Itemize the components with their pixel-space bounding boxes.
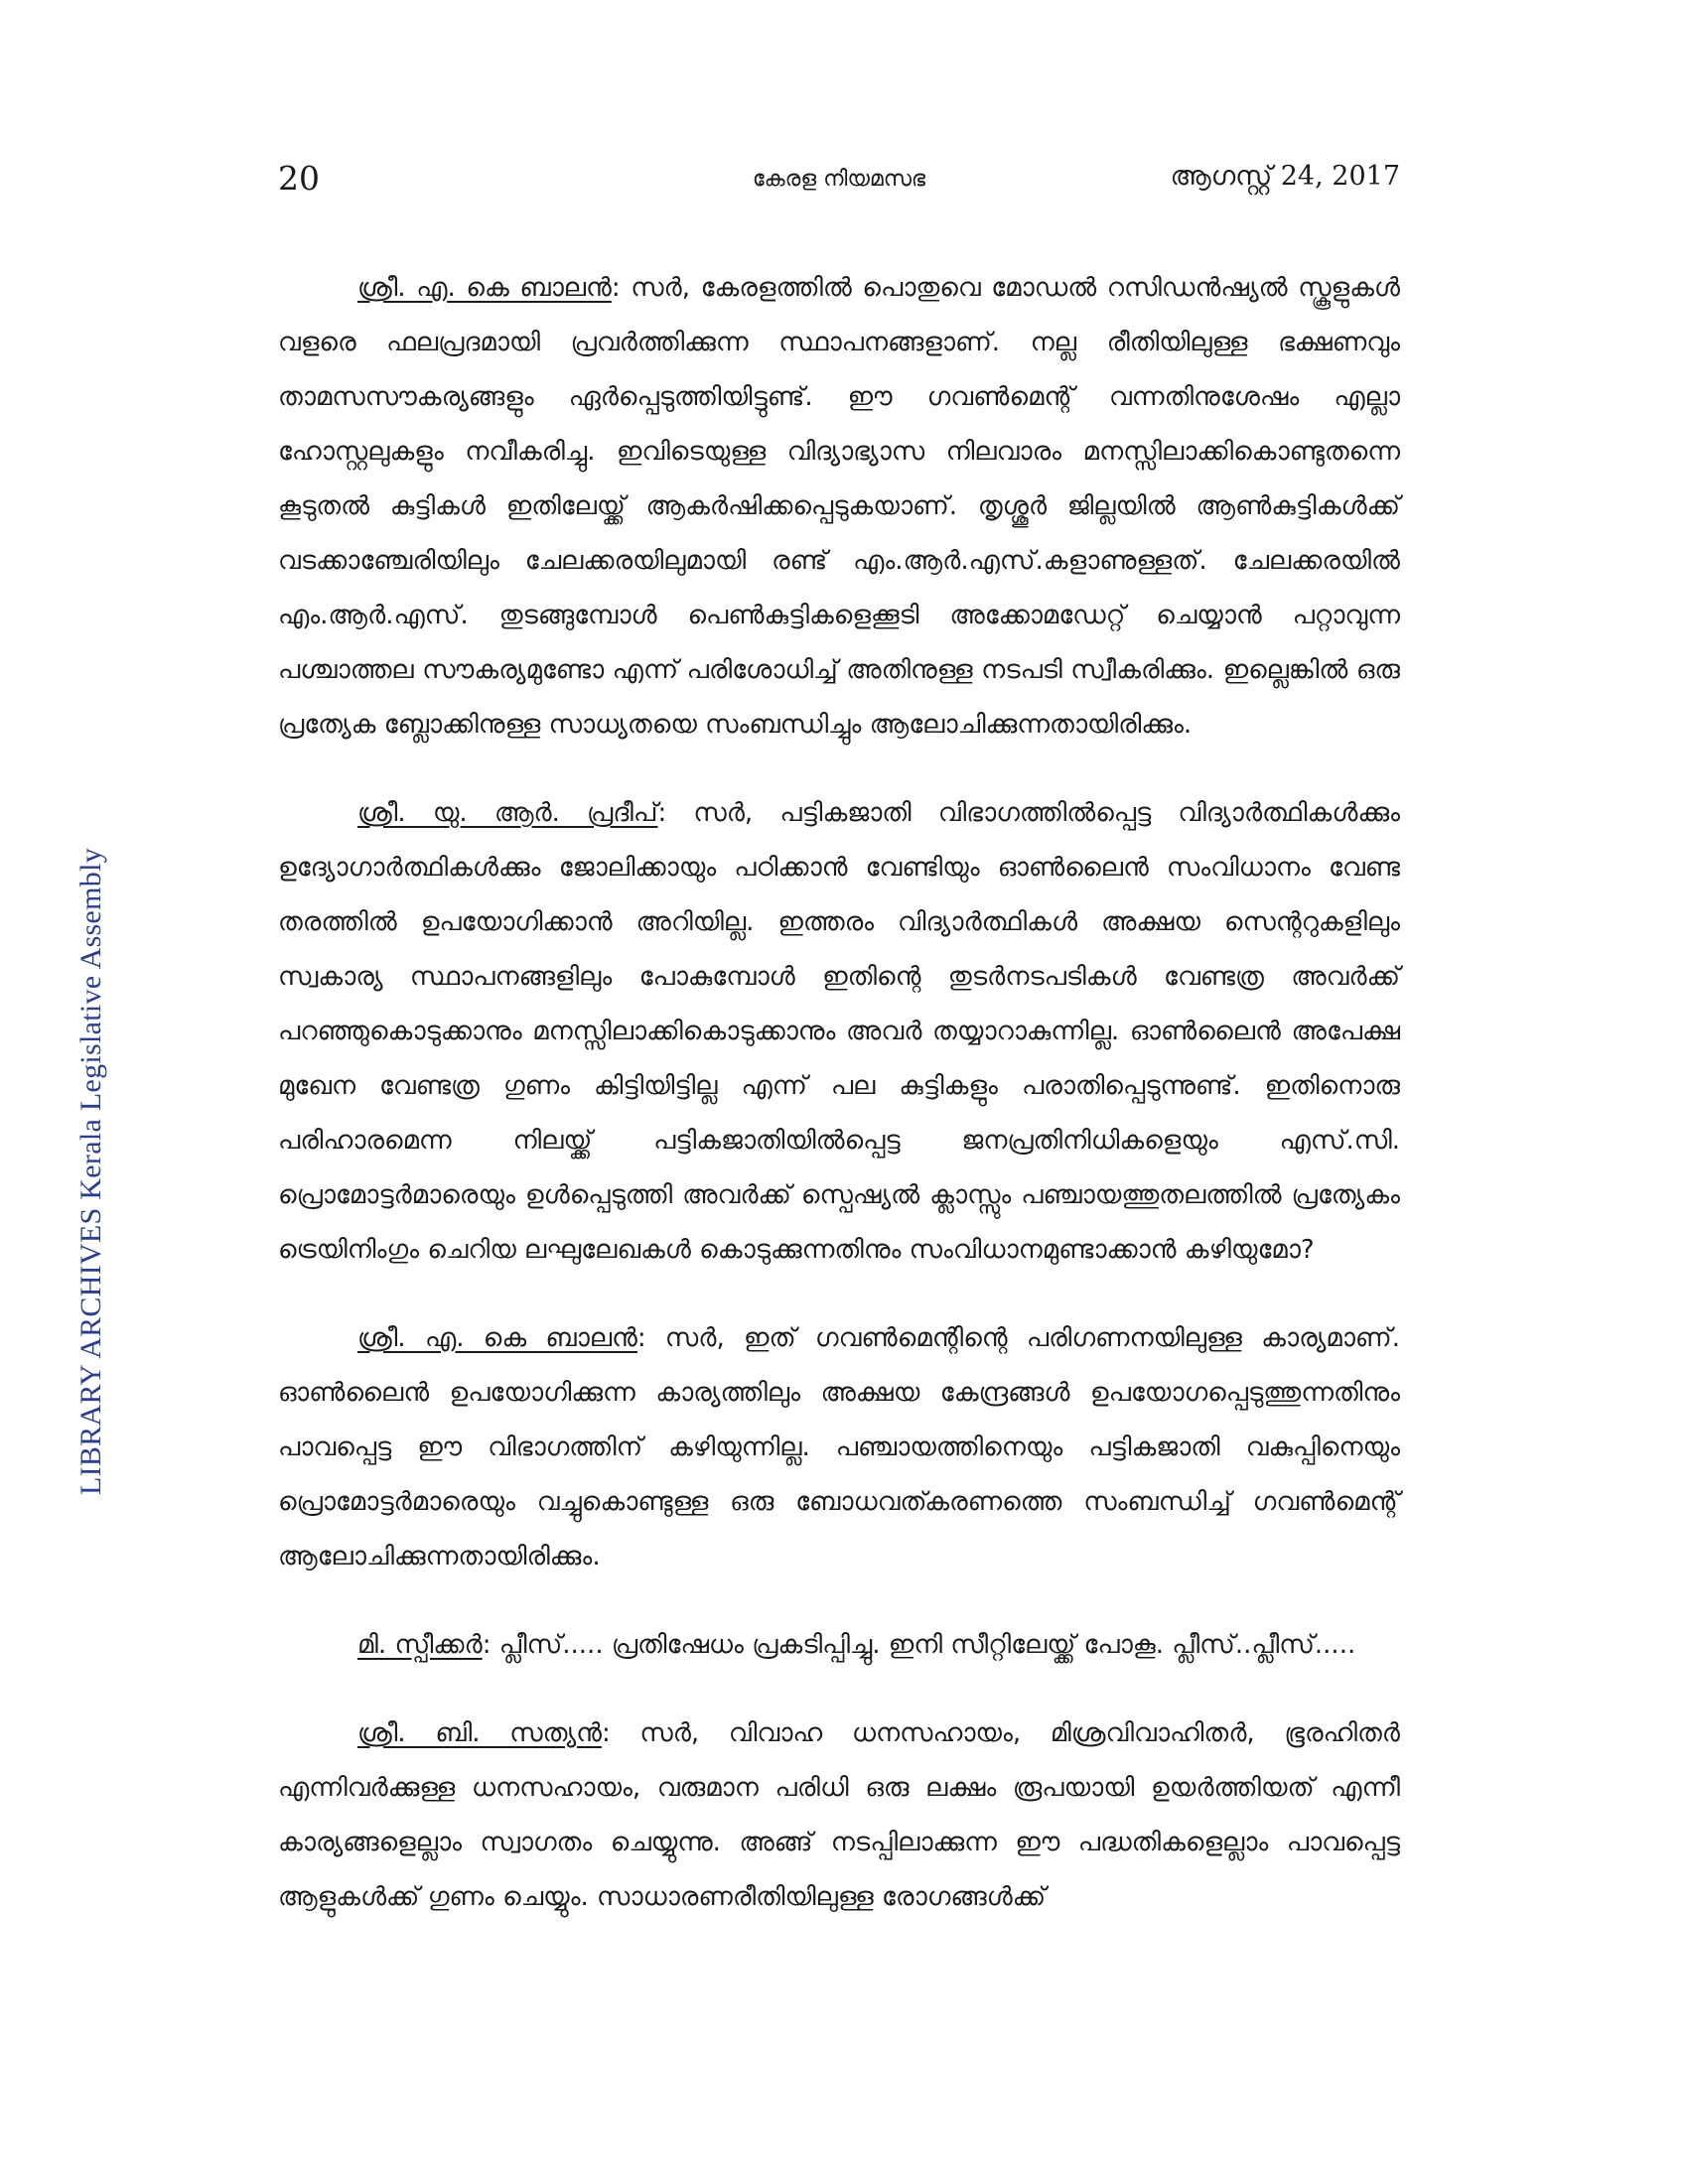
speaker-name: ശ്രീ. എ. കെ ബാലൻ <box>357 273 612 303</box>
speech-text: : സർ, പട്ടികജാതി വിഭാഗത്തിൽപ്പെട്ട വിദ്യാർത്ഥികൾക്കും ഉദ്യോഗാർത്ഥികൾക്കും ജോലിക്കായും പഠിക്കാൻ വേണ്ടിയും ഓൺലൈൻ സംവിധാനം വേണ്ട തരത്തിൽ ഉപയോഗിക്കാൻ അറിയില്ല. ഇത്തരം വിദ്യാർത്ഥികൾ അക്ഷയ സെന്ററുകളിലും സ്വകാര്യ സ്ഥാപനങ്ങളിലും പോകുമ്പോൾ ഇതിന്റെ തുടർനടപടികൾ വേണ്ടത്ര അവർക്ക് പറഞ്ഞുകൊടുക്കാനും മനസ്സിലാക്കികൊടുക്കാനും അവർ തയ്യാറാകുന്നില്ല. ഓൺലൈൻ അപേക്ഷ മുഖേന വേണ്ടത്ര ഗുണം കിട്ടിയിട്ടില്ല എന്ന് പല കുട്ടികളും പരാതിപ്പെടുന്നുണ്ട്. ഇതിനൊരു പരിഹാരമെന്ന നിലയ്ക്ക് പട്ടികജാതിയിൽപ്പെട്ട ജനപ്രതിനിധികളെയും എസ്.സി. പ്രൊമോട്ടർമാരെയും ഉൾപ്പെടുത്തി അവർക്ക് സ്പെഷ്യൽ ക്ലാസ്സും പഞ്ചായത്തുതലത്തിൽ പ്രത്യേകം ട്രെയിനിംഗും ചെറിയ ലഘുലേഖകൾ കൊടുക്കുന്നതിനും സംവിധാനമുണ്ടാക്കാൻ കഴിയുമോ? <box>278 798 1400 1265</box>
speech-text: : സർ, വിവാഹ ധനസഹായം, മിശ്രവിവാഹിതർ, ഭൂരഹിതർ എന്നിവർക്കുള്ള ധനസഹായം, വരുമാന പരിധി ഒരു ലക്ഷം രൂപയായി ഉയർത്തിയത് എന്നീ കാര്യങ്ങളെല്ലാം സ്വാഗതം ചെയ്യുന്നു. അങ്ങ് നടപ്പിലാക്കുന്ന ഈ പദ്ധതികളെല്ലാം പാവപ്പെട്ട ആളുകൾക്ക് ഗുണം ചെയ്യും. സാധാരണരീതിയിലുള്ള രോഗങ്ങൾക്ക് <box>278 1718 1400 1912</box>
document-body <box>278 261 1400 1959</box>
speaker-name: ശ്രീ. എ. കെ ബാലൻ <box>357 1323 637 1353</box>
speech-text: : പ്ലീസ്..... പ്രതിഷേധം പ്രകടിപ്പിച്ചു. ഇനി സീറ്റിലേയ്ക്ക് പോകൂ. പ്ലീസ്..പ്ലീസ്..... <box>482 1630 1356 1660</box>
speaker-name: ശ്രീ. യു. ആർ. പ്രദീപ് <box>357 798 658 828</box>
speech-paragraph <box>278 1311 1400 1584</box>
speech-paragraph <box>278 786 1400 1278</box>
speech-paragraph <box>278 1618 1400 1673</box>
speaker-name: ശ്രീ. ബി. സത്യൻ <box>357 1718 602 1748</box>
header-date: ആഗസ്റ്റ് 24, 2017 <box>1170 161 1400 192</box>
speech-text: : സർ, കേരളത്തിൽ പൊതുവെ മോഡൽ റസിഡൻഷ്യൽ സ്കൂളുകൾ വളരെ ഫലപ്രദമായി പ്രവർത്തിക്കുന്ന സ്ഥാപനങ്ങളാണ്. നല്ല രീതിയിലുള്ള ഭക്ഷണവും താമസസൗകര്യങ്ങളും ഏർപ്പെടുത്തിയിട്ടുണ്ട്. ഈ ഗവൺമെന്റ് വന്നതിനുശേഷം എല്ലാ ഹോസ്റ്റലുകളും നവീകരിച്ചു. ഇവിടെയുള്ള വിദ്യാഭ്യാസ നിലവാരം മനസ്സിലാക്കികൊണ്ടുതന്നെ കൂടുതൽ കുട്ടികൾ ഇതിലേയ്ക്ക് ആകർഷിക്കപ്പെടുകയാണ്. തൃശ്ശൂർ ജില്ലയിൽ ആൺകുട്ടികൾക്ക് വടക്കാഞ്ചേരിയിലും ചേലക്കരയിലുമായി രണ്ട് എം.ആർ.എസ്.കളാണുള്ളത്. ചേലക്കരയിൽ എം.ആർ.എസ്. തുടങ്ങുമ്പോൾ പെൺകുട്ടികളെക്കൂടി അക്കോമഡേറ്റ് ചെയ്യാൻ പറ്റാവുന്ന പശ്ചാത്തല സൗകര്യമുണ്ടോ എന്ന് പരിശോധിച്ച് അതിനുള്ള നടപടി സ്വീകരിക്കും. ഇല്ലെങ്കിൽ ഒരു പ്രത്യേക ബ്ലോക്കിനുള്ള സാധ്യതയെ സംബന്ധിച്ചും ആലോചിക്കുന്നതായിരിക്കും. <box>278 273 1400 740</box>
speech-paragraph <box>278 261 1400 752</box>
header-title: കേരള നിയമസഭ <box>752 167 926 192</box>
speech-text: : സർ, ഇത് ഗവൺമെന്റിന്റെ പരിഗണനയിലുള്ള കാര്യമാണ്. ഓൺലൈൻ ഉപയോഗിക്കുന്ന കാര്യത്തിലും അക്ഷയ കേന്ദ്രങ്ങൾ ഉപയോഗപ്പെടുത്തുന്നതിനും പാവപ്പെട്ട ഈ വിഭാഗത്തിന് കഴിയുന്നില്ല. പഞ്ചായത്തിനെയും പട്ടികജാതി വകുപ്പിനെയും പ്രൊമോട്ടർമാരെയും വച്ചുകൊണ്ടുള്ള ഒരു ബോധവത്കരണത്തെ സംബന്ധിച്ച് ഗവൺമെന്റ് ആലോചിക്കുന്നതായിരിക്കും. <box>278 1323 1400 1571</box>
speech-paragraph <box>278 1706 1400 1925</box>
page-header <box>278 159 1400 208</box>
speaker-name: മി. സ്പീക്കർ <box>357 1630 483 1660</box>
side-watermark: LIBRARY ARCHIVES Kerala Legislative Assembly <box>74 847 107 1496</box>
page-number: 20 <box>278 159 320 198</box>
